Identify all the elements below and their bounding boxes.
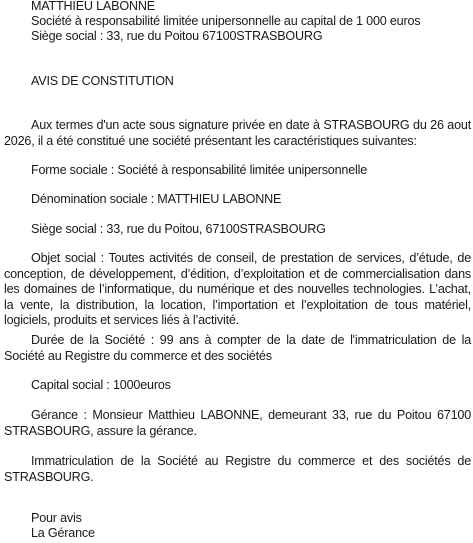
header-company-name: MATTHIEU LABONNE	[31, 0, 155, 13]
notice-intro: Aux termes d'un acte sous signature privée en date à STRASBOURG du 26 aout 2026, il a été constitué une société présentant les caractéristiques suivantes:	[4, 118, 471, 148]
notice-purpose: Objet social : Toutes activités de conseil, de prestation de services, d’étude, de conception, de développement, d’édition, d’exploitation et de commercialisation dans les domaines de l’informatique, du numérique et des nouvelles technologies. L’achat, la vente, la distribution, la location, l’importation et l’exploitation de tous matériel, logiciels, produits et services liés à l’activité.	[4, 251, 471, 327]
signature-closing: Pour avis	[31, 511, 82, 525]
notice-registration: Immatriculation de la Société au Registre du commerce et des sociétés de STRASBOURG.	[4, 454, 471, 484]
notice-capital: Capital social : 1000euros	[31, 378, 171, 392]
header-company-form-capital: Société à responsabilité limitée unipersonnelle au capital de 1 000 euros	[31, 14, 421, 28]
signature-signatory: La Gérance	[31, 526, 95, 540]
header-head-office: Siège social : 33, rue du Poitou 67100STRASBOURG	[31, 29, 323, 43]
notice-title: AVIS DE CONSTITUTION	[31, 74, 174, 88]
notice-legal-form: Forme sociale : Société à responsabilité limitée unipersonnelle	[31, 163, 368, 177]
notice-head-office: Siège social : 33, rue du Poitou, 67100STRASBOURG	[31, 222, 326, 236]
notice-management: Gérance : Monsieur Matthieu LABONNE, demeurant 33, rue du Poitou 67100 STRASBOURG, assure la gérance.	[4, 408, 471, 438]
notice-company-name: Dénomination sociale : MATTHIEU LABONNE	[31, 192, 282, 206]
notice-duration: Durée de la Société : 99 ans à compter de la date de l'immatriculation de la Société au Registre du commerce et des sociétés	[4, 333, 471, 363]
